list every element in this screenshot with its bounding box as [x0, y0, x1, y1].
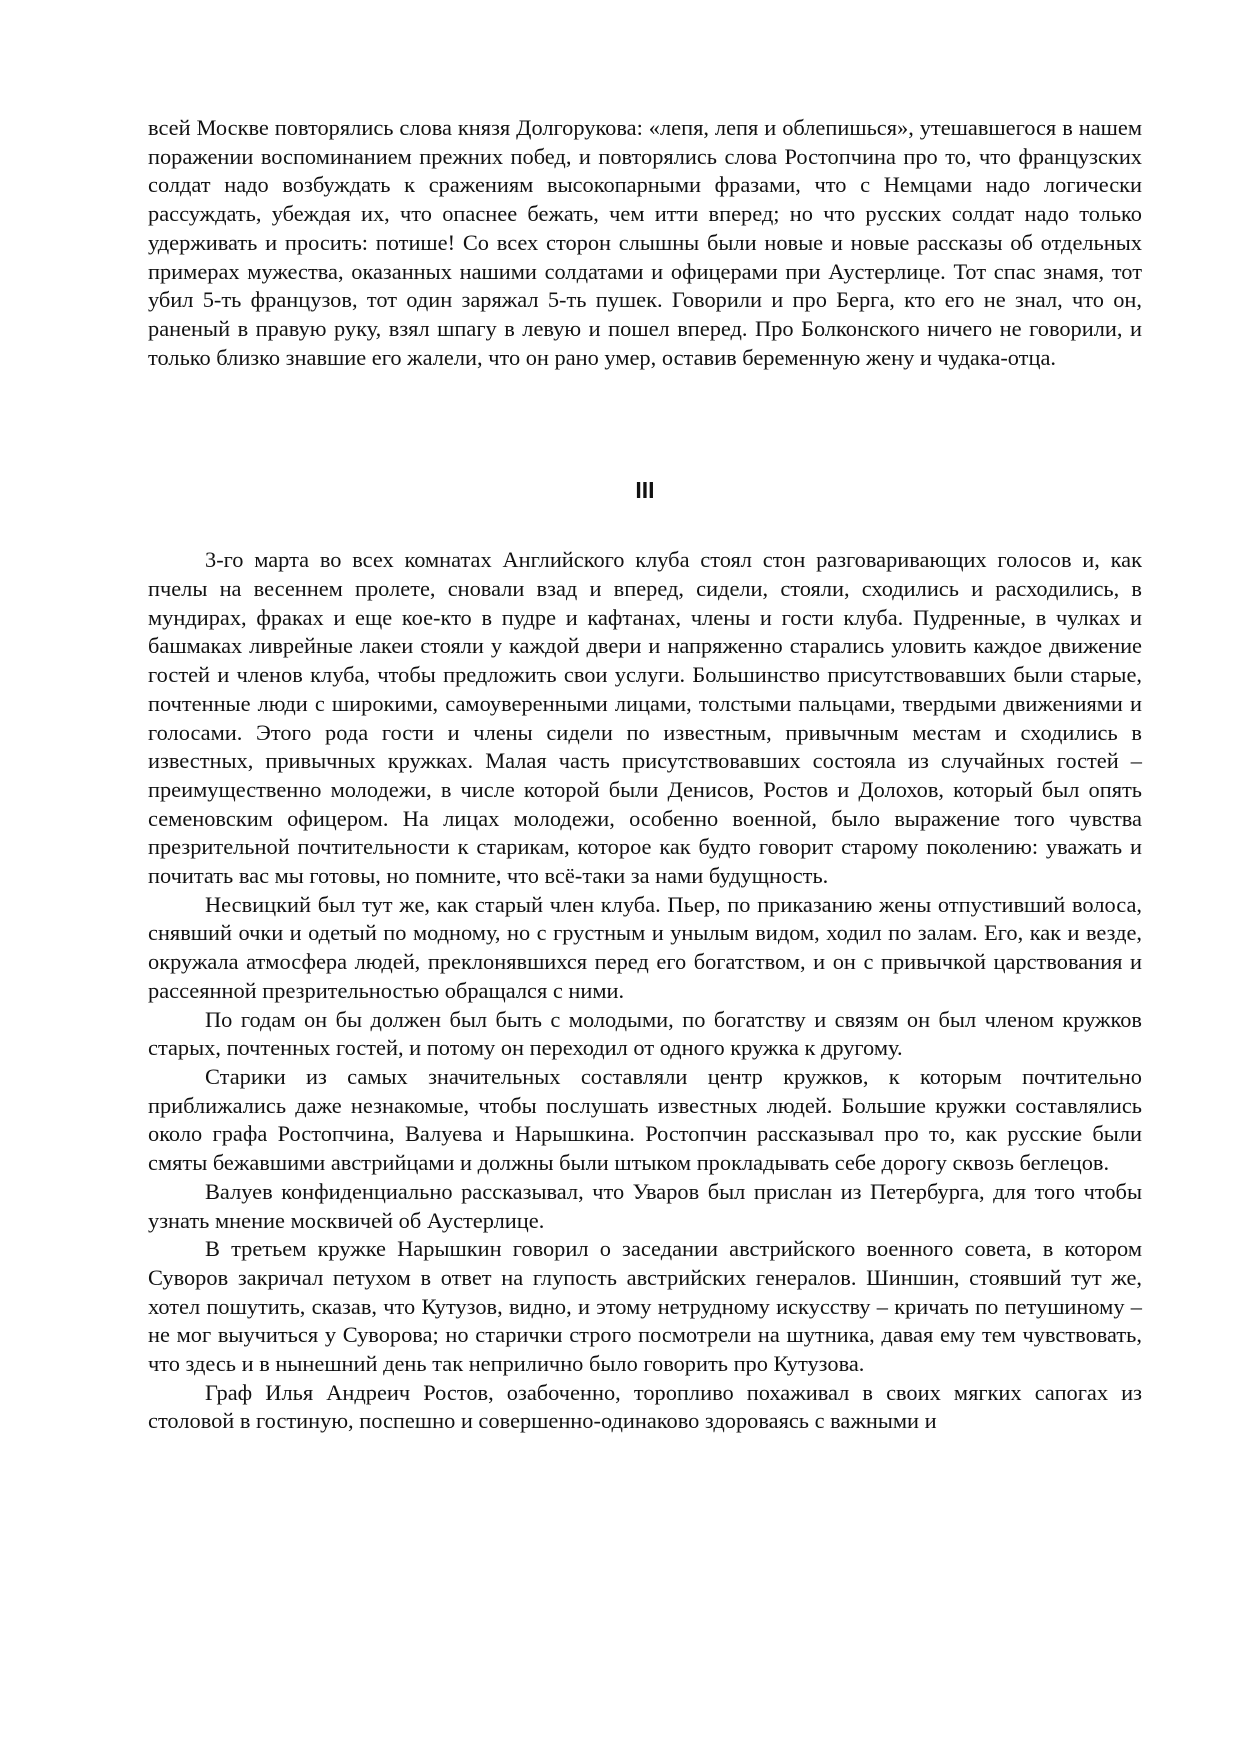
paragraph: По годам он бы должен был быть с молодыми, по богатству и связям он был членом кружков старых, почтенных гостей, и потому он переходил от одного кружка к другому.	[148, 1006, 1142, 1061]
paragraph: Старики из самых значительных составляли центр кружков, к которым почтительно приближались даже незнакомые, чтобы послушать известных людей. Большие кружки составлялись около графа Ростопчина, Валуева и Нарышкина. Ростопчин рассказывал про то, как русские были смяты бежавшими австрийцами и должны были штыком прокладывать себе дорогу сквозь беглецов.	[148, 1063, 1142, 1176]
paragraph: 3-го марта во всех комнатах Английского клуба стоял стон разговаривающих голосов и, как пчелы на весеннем пролете, сновали взад и вперед, сидели, стояли, сходились и расходились, в мундирах, фраках и еще кое-кто в пудре и кафтанах, члены и гости клуба. Пудренные, в чулках и башмаках ливрейные лакеи стояли у каждой двери и напряженно старались уловить каждое движение гостей и членов клуба, чтобы предложить свои услуги. Большинство присутствовавших были старые, почтенные люди с широкими, самоуверенными лицами, толстыми пальцами, твердыми движениями и голосами. Этого рода гости и члены сидели по известным, привычным местам и сходились в известных, привычных кружках. Малая часть присутствовавших состояла из случайных гостей – преимущественно молодежи, в числе которой были Денисов, Ростов и Долохов, который был опять семеновским офицером. На лицах молодежи, особенно военной, было выражение того чувства презрительной почтительности к старикам, которое как будто говорит старому поколению: уважать и почитать вас мы готовы, но помните, что всё-таки за нами будущность.	[148, 547, 1142, 889]
paragraph: Граф Илья Андреич Ростов, озабоченно, торопливо похаживал в своих мягких сапогах из столовой в гостиную, поспешно и совершенно-одинаково здороваясь с важными и	[148, 1379, 1142, 1434]
paragraph: Валуев конфиденциально рассказывал, что Уваров был прислан из Петербурга, для того чтобы узнать мнение москвичей об Аустерлице.	[148, 1178, 1142, 1233]
paragraph: Несвицкий был тут же, как старый член клуба. Пьер, по приказанию жены отпустивший волоса, снявший очки и одетый по модному, но с грустным и унылым видом, ходил по залам. Его, как и везде, окружала атмосфера людей, преклонявшихся перед его богатством, и он с привычкой царствования и рассеянной презрительностью обращался с ними.	[148, 891, 1142, 1003]
opening-paragraph: всей Москве повторялись слова князя Долгорукова: «лепя, лепя и облепишься», утешавшегося в нашем поражении воспоминанием прежних побед, и повторялись слова Ростопчина про то, что французских солдат надо возбуждать к сражениям высокопарными фразами, что с Немцами надо логически рассуждать, убеждая их, что опаснее бежать, чем итти вперед; но что русских солдат надо только удерживать и просить: потише! Со всех сторон слышны были новые и новые рассказы об отдельных примерах мужества, оказанных нашими солдатами и офицерами при Аустерлице. Тот спас знамя, тот убил 5-ть французов, тот один заряжал 5-ть пушек. Говорили и про Берга, кто его не знал, что он, раненый в правую руку, взял шпагу в левую и пошел вперед. Про Болконского ничего не говорили, и только близко знавшие его жалели, что он рано умер, оставив беременную жену и чудака-отца.	[148, 115, 1142, 370]
chapter-heading: III	[635, 477, 655, 504]
document-page	[148, 114, 1142, 1436]
paragraph: В третьем кружке Нарышкин говорил о заседании австрийского военного совета, в котором Суворов закричал петухом в ответ на глупость австрийских генералов. Шиншин, стоявший тут же, хотел пошутить, сказав, что Кутузов, видно, и этому нетрудному искусству – кричать по петушиному – не мог выучиться у Суворова; но старички строго посмотрели на шутника, давая ему тем чувствовать, что здесь и в нынешний день так неприлично было говорить про Кутузова.	[148, 1236, 1142, 1377]
